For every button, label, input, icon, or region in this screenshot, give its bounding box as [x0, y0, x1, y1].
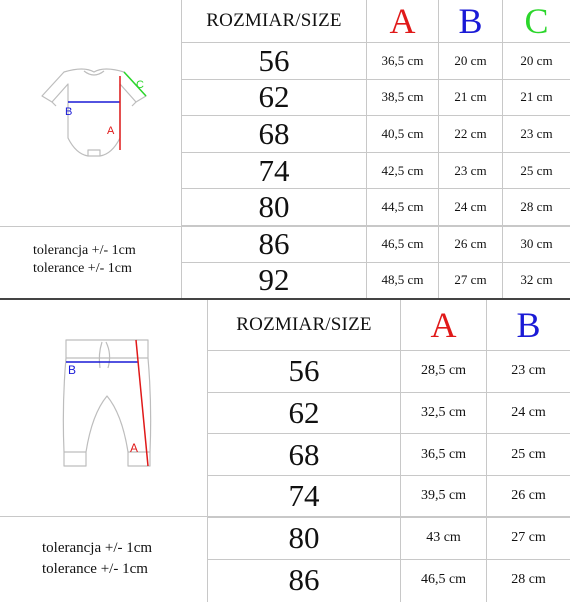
measurement-a: 38,5 cm [381, 89, 424, 105]
tolerance-en: tolerance +/- 1cm [42, 561, 148, 577]
size-value: 80 [288, 520, 320, 556]
pants-icon [56, 334, 166, 474]
measurement-b: 28 cm [511, 571, 546, 587]
measurement-b: 24 cm [454, 199, 487, 215]
measurement-a: 32,5 cm [420, 405, 467, 421]
size-value: 86 [258, 225, 290, 261]
measurement-b: 22 cm [454, 125, 487, 141]
size-value: 86 [288, 561, 320, 597]
column-header-a: A [389, 1, 416, 41]
column-header-c: C [524, 1, 549, 41]
tolerance-en: tolerance +/- 1cm [33, 261, 132, 276]
measurement-a: 46,5 cm [381, 235, 424, 251]
measurement-c: 28 cm [520, 199, 553, 215]
measurement-a: 40,5 cm [381, 125, 424, 141]
column-header-a: A [430, 305, 457, 345]
measurement-b: 27 cm [454, 272, 487, 288]
size-value: 68 [258, 115, 290, 151]
size-value: 74 [258, 152, 290, 188]
measurement-a: 36,5 cm [420, 446, 467, 462]
tolerance-pl: tolerancja +/- 1cm [42, 540, 153, 556]
column-header-b: B [458, 1, 483, 41]
measurement-a: 46,5 cm [420, 571, 467, 587]
size-column-header: ROZMIAR/SIZE [206, 10, 342, 31]
size-value: 62 [258, 79, 290, 115]
measurement-a: 48,5 cm [381, 272, 424, 288]
measurement-b: 23 cm [454, 162, 487, 178]
measurement-b: 25 cm [511, 446, 546, 462]
size-value: 80 [258, 189, 290, 225]
measurement-b: 24 cm [511, 405, 546, 421]
size-value: 74 [288, 478, 320, 514]
diagram-label-b: B [68, 363, 77, 377]
size-column-header: ROZMIAR/SIZE [236, 314, 372, 335]
measurement-b: 27 cm [511, 530, 546, 546]
diagram-label-a: A [130, 441, 139, 455]
measurement-a: 28,5 cm [420, 363, 467, 379]
bodysuit-icon [28, 62, 158, 172]
size-value: 68 [288, 436, 320, 472]
tolerance-note [42, 538, 152, 580]
measurement-b: 26 cm [511, 488, 546, 504]
measurement-c: 25 cm [520, 162, 553, 178]
measurement-b: 26 cm [454, 235, 487, 251]
diagram-label-b: B [65, 106, 73, 118]
measurement-b: 20 cm [454, 52, 487, 68]
tolerance-note [33, 242, 136, 278]
size-value: 62 [288, 395, 320, 431]
diagram-label-c: C [136, 79, 144, 91]
size-value: 92 [258, 262, 290, 298]
measurement-c: 20 cm [520, 52, 553, 68]
measurement-b: 23 cm [511, 363, 546, 379]
measurement-a: 44,5 cm [381, 199, 424, 215]
measurement-a: 43 cm [426, 530, 461, 546]
measurement-c: 30 cm [520, 235, 553, 251]
measurement-b: 21 cm [454, 89, 487, 105]
measurement-c: 21 cm [520, 89, 553, 105]
tolerance-pl: tolerancja +/- 1cm [33, 243, 136, 258]
measurement-c: 23 cm [520, 125, 553, 141]
column-header-b: B [516, 305, 541, 345]
measurement-c: 32 cm [520, 272, 553, 288]
pants-size-chart [0, 300, 570, 602]
measurement-a: 42,5 cm [381, 162, 424, 178]
size-value: 56 [258, 42, 290, 78]
diagram-label-a: A [107, 125, 115, 137]
measurement-a: 39,5 cm [420, 488, 467, 504]
bodysuit-size-chart [0, 0, 570, 300]
size-value: 56 [288, 353, 320, 389]
measurement-a: 36,5 cm [381, 52, 424, 68]
